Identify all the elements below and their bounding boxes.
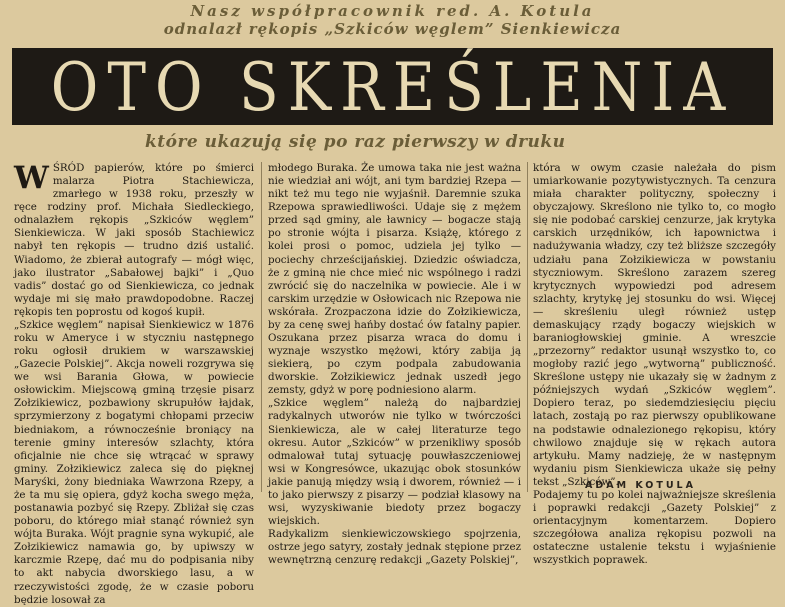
article-paragraph: Podajemy tu po kolei najważniejsze skreślenia i poprawki redakcji „Gazety Polskiej” z orientacyjnym komentarzem. Dopiero szczegółowa analiza rękopisu pozwoli na ostateczne ustalenie tekstu i wyjaśnienie wszystkich poprawek. [533, 488, 776, 567]
article-column-2 [268, 162, 521, 567]
article-paragraph: WŚRÓD papierów, które po śmierci malarza Piotra Stachiewicza, zmarłego w 1938 roku, przeszły w ręce rodziny prof. Michała Siedleckiego, odnalazłem rękopis „Szkiców węglem” Sienkiewicza. W jaki sposób Stachiewicz nabył ten rękopis — trudno dziś ustalić. Wiadomo, że zbierał autografy — mógł więc, jako ilustrator „Sabałowej bajki” i „Quo vadis” dostać go od Sienkiewicza, co jednak wydaje mi się mało prawdopodobne. Raczej rękopis ten poprostu od kogoś kupił. [14, 160, 254, 318]
kicker-line-2: odnalazł rękopis „Szkiców węglem” Sienkiewicza [163, 20, 622, 38]
article-paragraph: „Szkice węglem” napisał Sienkiewicz w 1876 roku w Ameryce i w styczniu następnego roku ogłosił drukiem w warszawskiej „Gazecie Polskiej”. Akcja noweli rozgrywa się we wsi Barania Głowa, w powiecie osłowickim. Miejscową gminą trzęsie pisarz Zołzikiewicz, pozbawiony skrupułów łajdak, sprzymierzony z bogatymi chłopami przeciw biedniakom, a równocześnie broniący na terenie gminy interesów szlachty, która oficjalnie nie chce się wtrącać w sprawy gminy. Zołzikiewicz zaleca się do pięknej Maryśki, żony biedniaka Wawrzona Rzepy, a że ta mu się opiera, gdyż kocha swego męża, postanawia pozbyć się Rzepy. Zbliżał się czas poboru, do którego miał stanąć również syn wójta Buraka. Wójt pragnie syna wykupić, ale Zołzikiewicz namawia go, by upiwszy w karczmie Rzepę, dać mu do podpisania niby to akt nabycia dworskiego lasu, a w rzeczywistości zgodę, że w czasie poboru będzie losował za [14, 318, 254, 606]
article-column-1 [14, 162, 254, 607]
kicker-line-1: Nasz współpracownik red. A. Kotula [190, 2, 595, 20]
article-column-3 [533, 162, 776, 567]
author-byline: ADAM KOTULA [585, 480, 696, 491]
article-paragraph: młodego Buraka. Że umowa taka nie jest ważna nie wiedział ani wójt, ani tym bardziej Rzepa — nikt też mu tego nie wyjaśnił. Daremnie szuka Rzepowa sprawiedliwości. Udaje się z mężem przed sąd gminy, ale ławnicy — bogacze stają po stronie wójta i pisarza. Książę, którego z kolei prosi o pomoc, udziela jej tylko — pociechy chrześcijańskiej. Dziedzic oświadcza, że z gminą nie chce mieć nic wspólnego i radzi zwrócić się do naczelnika w powiecie. Ale i w carskim urzędzie w Osłowicach nic Rzepowa nie wskórała. Zrozpaczona idzie do Zołzikiewicza, by za cenę swej hańby dostać ów fatalny papier. Oszukana przez pisarza wraca do domu i wyznaje wszystko mężowi, który zabija ją siekierą, po czym podpala zabudowania dworskie. Zołzikiewicz jednak uszedł jego zemsty, gdyż w porę podniesiono alarm. [268, 162, 521, 397]
headline-subtitle: które ukazują się po raz pierwszy w druku [145, 132, 566, 152]
drop-cap: W [14, 160, 49, 196]
column-divider [527, 162, 528, 492]
article-paragraph: która w owym czasie należała do pism umiarkowanie pozytywistycznych. Ta cenzura miała charakter polityczny, społeczny i obyczajowy. Skreślono nie tylko to, co mogło się nie podobać carskiej cenzurze, jak krytyka carskich urzędników, ich łapownictwa i nadużywania władzy, czy też bliższe szczegóły udziału pana Zołzikiewicza w powstaniu styczniowym. Skreślono zarazem szereg krytycznych wypowiedzi pod adresem szlachty, krytykę jej stosunku do wsi. Więcej — skreśleniu uległ również ustęp demaskujący rządy bogaczy wiejskich w baraniogłowskiej gminie. A wreszcie „przezorny” redaktor usunął wszystko to, co mogłoby razić jego „wytworną” publiczność. Skreślone ustępy nie ukazały się w żadnym z późniejszych wydań „Szkiców węglem”. Dopiero teraz, po siedemdziesięciu pięciu latach, zostają po raz pierwszy opublikowane na podstawie odnalezionego rękopisu, który chwilowo znajduje się w rękach autora artykułu. Mamy nadzieję, że w następnym wydaniu pism Sienkiewicza ukaże się pełny tekst „Szkiców”. [533, 162, 776, 488]
article-paragraph: Radykalizm sienkiewiczowskiego spojrzenia, ostrze jego satyry, zostały jednak stępione przez wewnętrzną cenzurę redakcji „Gazety Polskiej”, [268, 528, 521, 567]
headline-banner [12, 48, 773, 125]
article-paragraph: „Szkice węglem” należą do najbardziej radykalnych utworów nie tylko w twórczości Sienkiewicza, ale w całej literaturze tego okresu. Autor „Szkiców” w przenikliwy sposób odmalował tutaj sytuację pouwłaszczeniowej wsi w Kongresówce, ukazując obok stosunków jakie panują między wsią i dworem, również — i to jako pierwszy z pisarzy — podział klasowy na wsi, wyzyskiwanie biedoty przez bogaczy wiejskich. [268, 397, 521, 528]
column-divider [261, 162, 262, 492]
headline-title: OTO SKREŚLENIA [50, 47, 735, 126]
